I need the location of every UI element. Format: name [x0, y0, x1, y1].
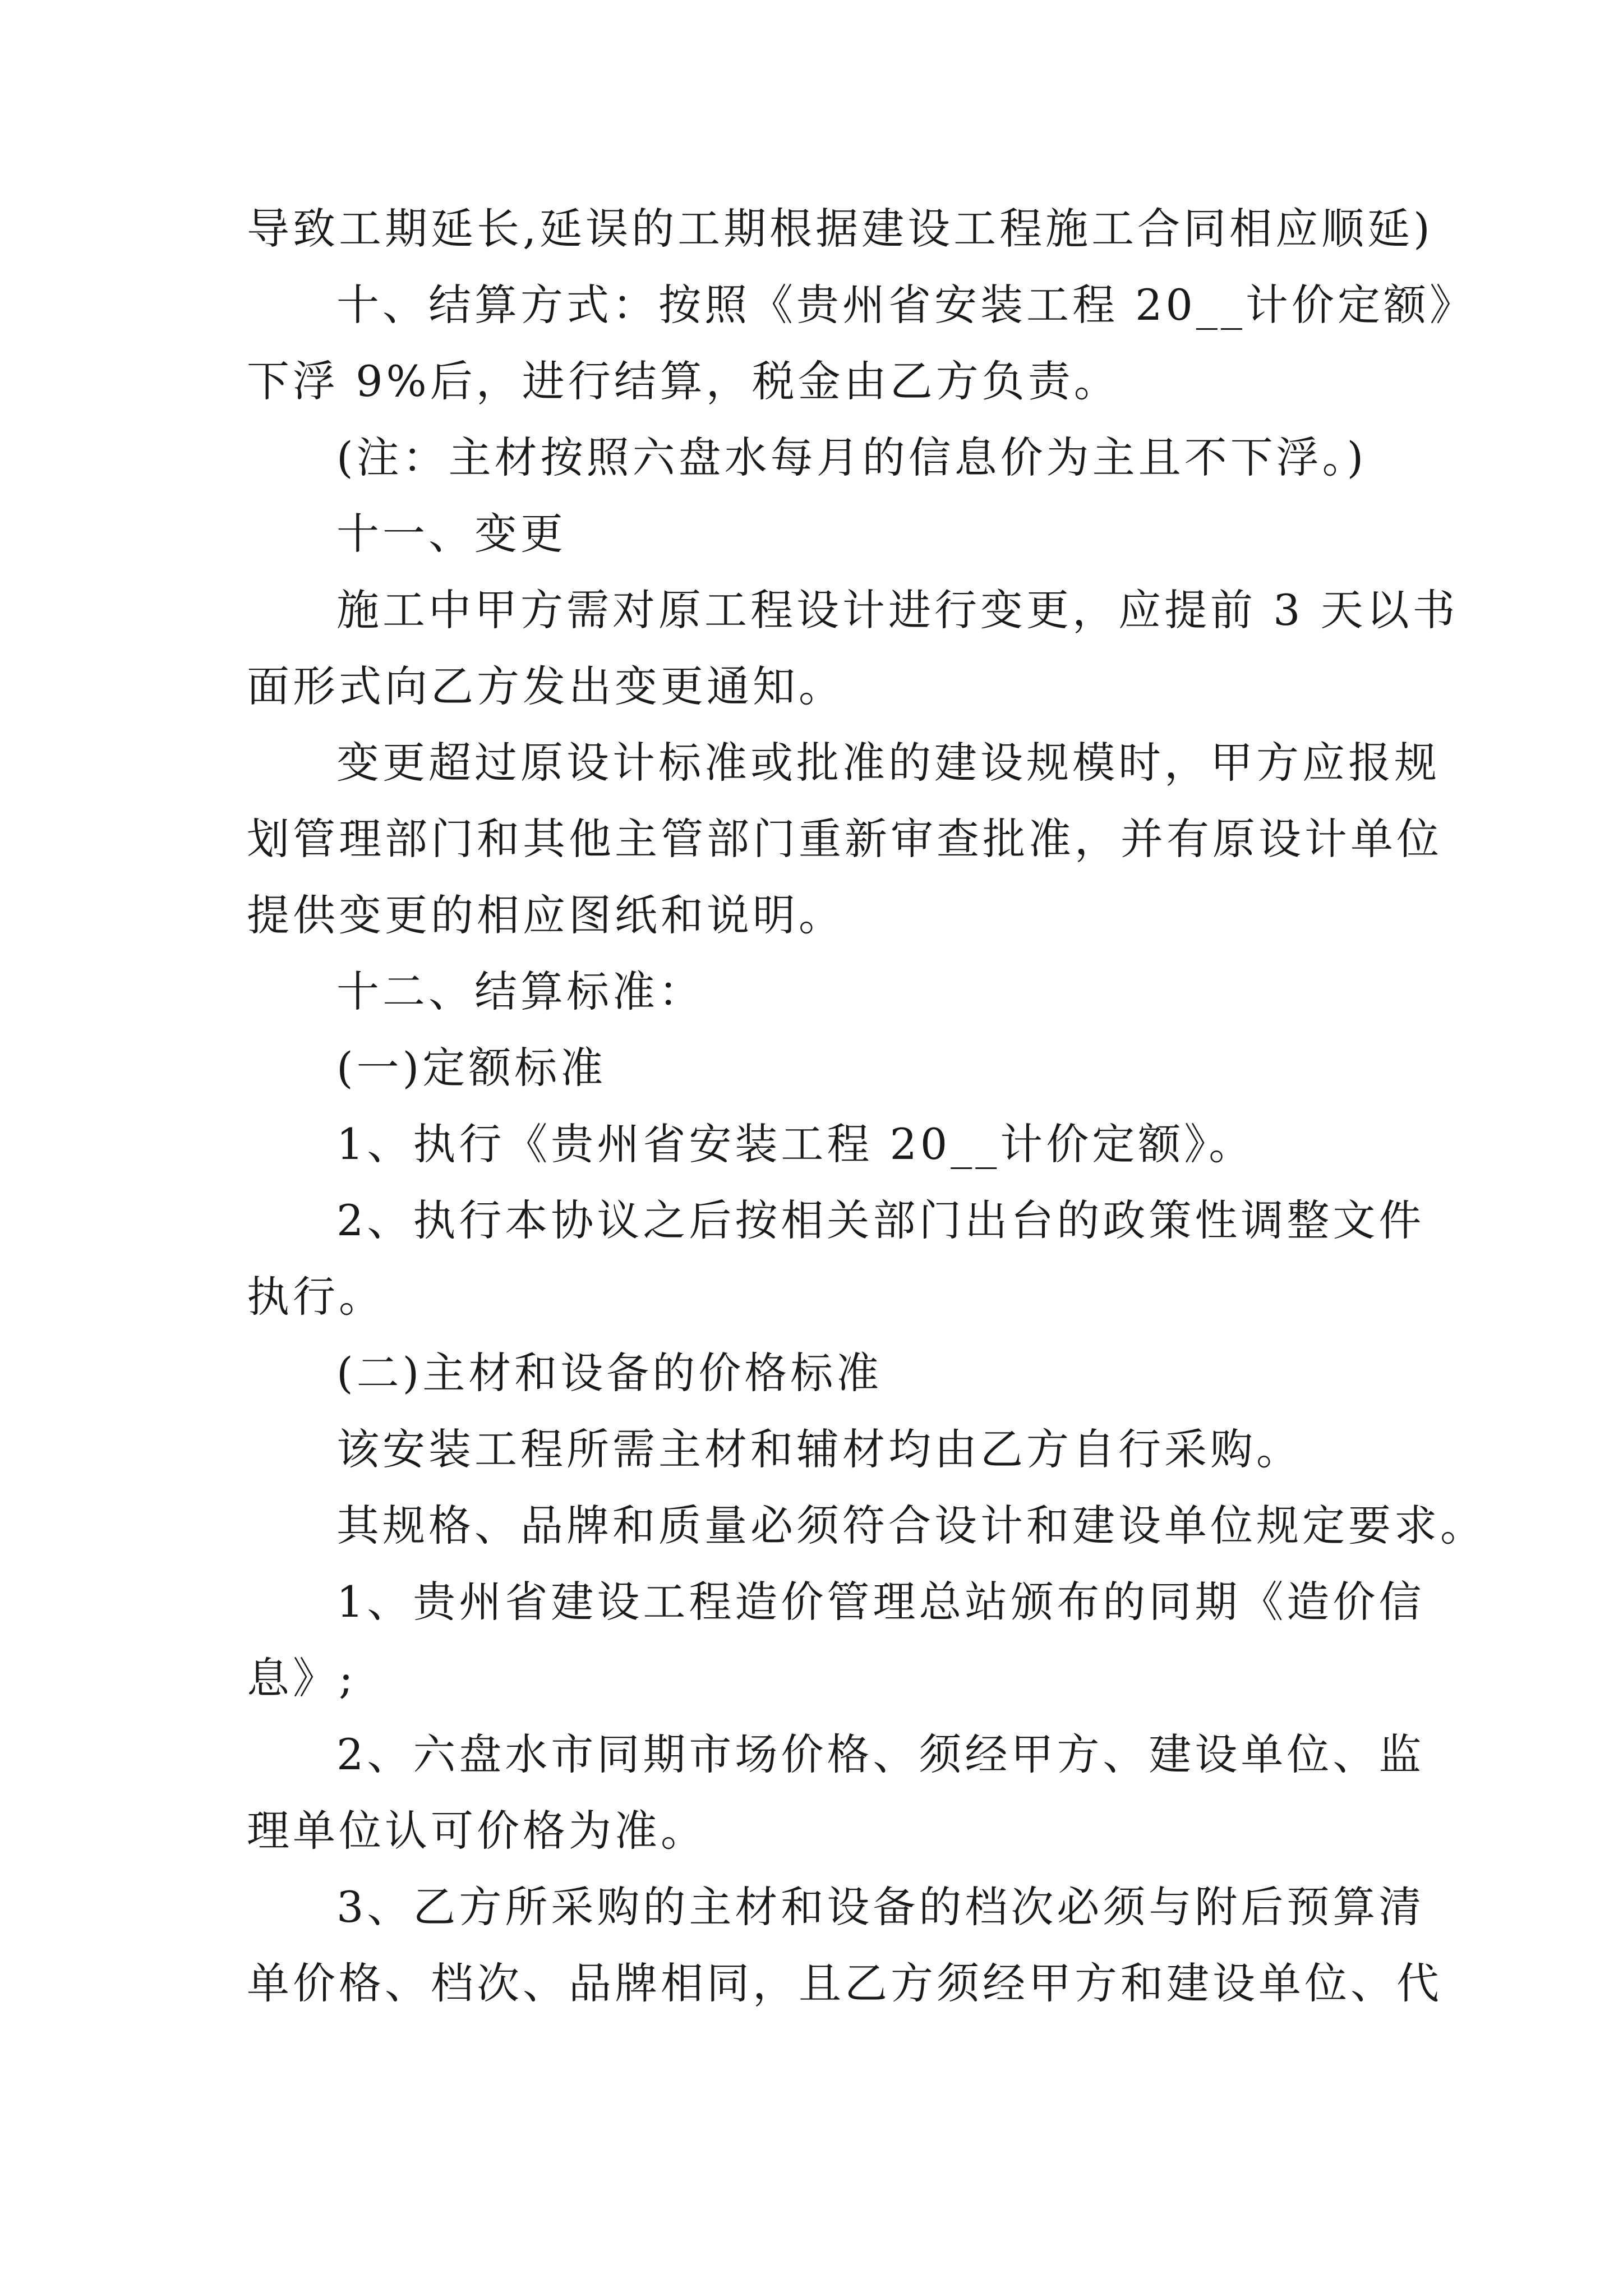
text-line: 理单位认可价格为准。: [247, 1806, 707, 1856]
text-line: 1、执行《贵州省安装工程 20__计价定额》。: [336, 1119, 1255, 1169]
text-line: (注：主材按照六盘水每月的信息价为主且不下浮。): [336, 432, 1367, 482]
text-line: 该安装工程所需主材和辅材均由乙方自行采购。: [336, 1424, 1302, 1474]
text-line: 2、执行本协议之后按相关部门出台的政策性调整文件: [336, 1195, 1425, 1245]
text-line: 十、结算方式：按照《贵州省安装工程 20__计价定额》: [336, 280, 1476, 330]
text-line: 变更超过原设计标准或批准的建设规模时，甲方应报规: [336, 738, 1440, 788]
text-line: 3、乙方所采购的主材和设备的档次必须与附后预算清: [336, 1882, 1425, 1932]
subsection-heading: (一)定额标准: [336, 1043, 607, 1093]
text-line: 提供变更的相应图纸和说明。: [247, 890, 845, 940]
text-line: 划管理部门和其他主管部门重新审查批准，并有原设计单位: [247, 814, 1442, 864]
text-line: 执行。: [247, 1272, 385, 1322]
subsection-heading: (二)主材和设备的价格标准: [336, 1348, 883, 1398]
text-line: 息》;: [247, 1653, 357, 1703]
text-line: 其规格、品牌和质量必须符合设计和建设单位规定要求。: [336, 1501, 1486, 1550]
text-line: 面形式向乙方发出变更通知。: [247, 661, 845, 711]
text-line: 导致工期延长,延误的工期根据建设工程施工合同相应顺延): [247, 204, 1433, 254]
text-line: 1、贵州省建设工程造价管理总站颁布的同期《造价信: [336, 1577, 1425, 1627]
text-line: 下浮 9%后，进行结算，税金由乙方负责。: [247, 356, 1120, 406]
document-body: [247, 191, 1486, 2022]
text-line: 单价格、档次、品牌相同，且乙方须经甲方和建设单位、代: [247, 1958, 1442, 2008]
text-line: 施工中甲方需对原工程设计进行变更，应提前 3 天以书: [336, 585, 1459, 635]
section-heading: 十一、变更: [336, 509, 566, 559]
text-line: 2、六盘水市同期市场价格、须经甲方、建设单位、监: [336, 1729, 1425, 1779]
section-heading: 十二、结算标准：: [336, 967, 704, 1016]
